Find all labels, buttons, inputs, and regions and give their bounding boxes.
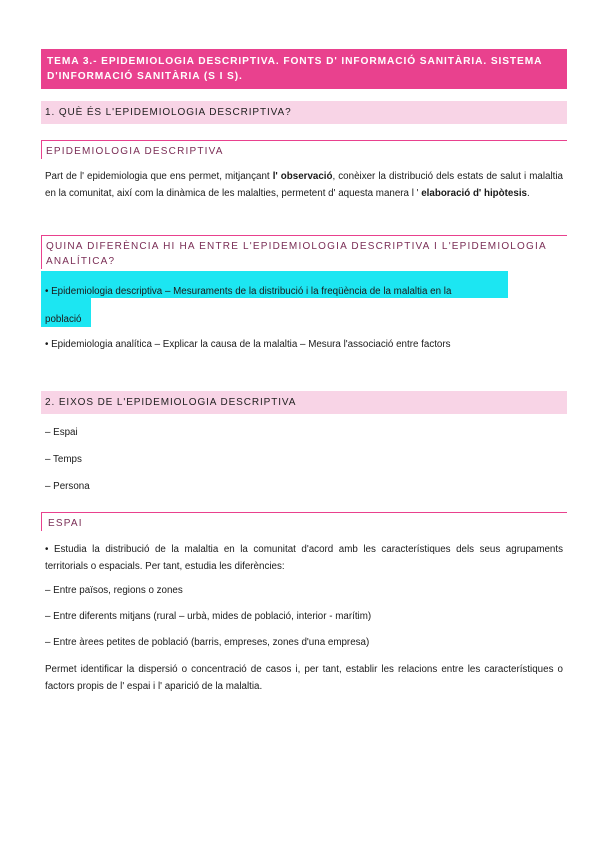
definition-text-a: Part de l' epidemiologia que ens permet, mitjançant <box>45 171 273 182</box>
section-2-heading: 2. EIXOS DE L'EPIDEMIOLOGIA DESCRIPTIVA <box>41 391 567 414</box>
definition-text-b: , conèixer la distribució dels estats de salut i malaltia en la comunitat, així com la dinàmica de les malalties, permetent d' aquesta manera l ' <box>45 171 563 199</box>
subsection-epidemiologia-descriptiva-heading: EPIDEMIOLOGIA DESCRIPTIVA <box>41 140 567 159</box>
diferencia-heading-line-1: QUINA DIFERÈNCIA HI HA ENTRE L'EPIDEMIOLOGIA DESCRIPTIVA I L'EPIDEMIOLOGIA <box>46 241 547 252</box>
title-line-2: D'INFORMACIÓ SANITÀRIA (S I S). <box>47 71 243 82</box>
title-line-1: TEMA 3.- EPIDEMIOLOGIA DESCRIPTIVA. FONTS D' INFORMACIÓ SANITÀRIA. SISTEMA <box>47 56 543 67</box>
eix-item-persona: – Persona <box>45 481 90 492</box>
bullet-descriptiva-line-1: • Epidemiologia descriptiva – Mesuraments de la distribució i la freqüència de la malaltia en la <box>45 286 452 297</box>
eix-item-temps: – Temps <box>45 454 82 465</box>
espai-intro-paragraph: • Estudia la distribució de la malaltia en la comunitat d'acord amb les característiques dels seus agrupaments territorials o espacials. Per tant, estudia les diferències: <box>45 544 563 572</box>
espai-point-1: – Entre països, regions o zones <box>45 585 183 596</box>
definition-bold-observacio: l' observació <box>272 171 333 182</box>
subsection-diferencia-heading <box>41 235 567 269</box>
definition-paragraph <box>45 168 563 202</box>
section-1-heading: 1. QUÈ ÉS L'EPIDEMIOLOGIA DESCRIPTIVA? <box>41 101 567 124</box>
eix-item-espai: – Espai <box>45 427 78 438</box>
definition-text-c: . <box>527 188 530 199</box>
espai-conclusion-paragraph: Permet identificar la dispersió o concentració de casos i, per tant, establir les relacions entre les característiques o factors propis de l' espai i l' aparició de la malaltia. <box>45 664 563 692</box>
bullet-analitica: • Epidemiologia analítica – Explicar la causa de la malaltia – Mesura l'associació entre factors <box>45 339 451 350</box>
espai-point-3: – Entre àrees petites de població (barris, empreses, zones d'una empresa) <box>45 637 370 648</box>
espai-point-2: – Entre diferents mitjans (rural – urbà, mides de població, interior - marítim) <box>45 611 372 622</box>
document-title <box>41 49 567 89</box>
diferencia-heading-line-2: ANALÍTICA? <box>46 256 116 267</box>
definition-bold-hipotesis: elaboració d' hipòtesis <box>421 188 527 199</box>
subsection-espai-heading: ESPAI <box>41 512 567 531</box>
bullet-descriptiva-line-2: població <box>45 314 82 325</box>
